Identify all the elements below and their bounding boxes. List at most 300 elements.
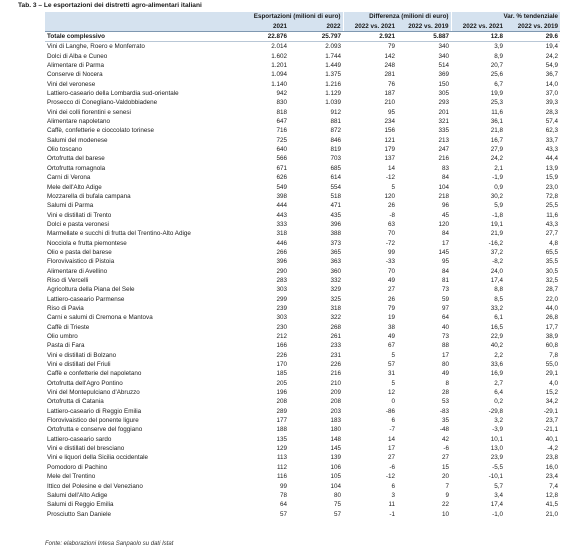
diff-2022-2021: 14 (343, 435, 397, 444)
value-2021: 1.140 (235, 80, 289, 89)
value-2021: 1.602 (271, 52, 287, 60)
diff-2022-2019: 40 (397, 323, 451, 332)
var-2022-2019: 17,7 (505, 323, 560, 332)
district-name: Ortofrutta del barese (45, 154, 235, 163)
var-2022-2021: -8,2 (492, 258, 504, 266)
diff-2022-2019: 84 (397, 229, 451, 238)
var-2022-2019: 23,4 (505, 472, 560, 481)
value-2021: 671 (276, 164, 287, 172)
diff-2022-2021: 137 (343, 154, 397, 163)
var-2022-2019: 62,3 (545, 127, 559, 135)
var-2022-2019: 4,0 (505, 379, 560, 388)
value-2021: 212 (276, 333, 287, 340)
value-2021: 57 (235, 510, 289, 519)
district-name: Prosciutto San Daniele (45, 510, 235, 519)
var-2022-2019: 44,4 (505, 154, 560, 163)
var-2022-2019: 7,8 (549, 351, 559, 359)
district-name: Lattiero-caseario di Reggio Emilia (47, 407, 142, 415)
value-2022: 210 (289, 379, 343, 388)
diff-2022-2019: 83 (442, 164, 450, 172)
header-2022: 2022 (289, 22, 343, 32)
table-row (45, 407, 560, 416)
table-row (45, 145, 560, 154)
var-2022-2021: 16,7 (451, 136, 505, 145)
value-2022: 325 (330, 295, 342, 303)
value-2022: 554 (330, 183, 342, 191)
var-2022-2019: 29,1 (545, 370, 559, 378)
var-2022-2021: 17,4 (490, 501, 504, 509)
diff-2022-2021: -33 (385, 258, 396, 266)
var-2022-2021: 25,3 (451, 98, 505, 107)
var-2022-2021: -1,8 (451, 211, 505, 220)
value-2022: 471 (330, 202, 342, 210)
var-2022-2019: 35,5 (545, 258, 559, 266)
var-2022-2021: 24,0 (451, 267, 505, 276)
var-2022-2019: 23,7 (505, 416, 560, 425)
value-2021: 549 (276, 183, 287, 191)
table-row (45, 98, 560, 107)
diff-2022-2021: 6 (391, 482, 396, 490)
value-2022: 145 (330, 445, 342, 453)
table-row (45, 444, 560, 453)
diff-2022-2021: 38 (343, 323, 397, 332)
value-2021: 398 (235, 192, 289, 201)
district-name: Caffè, confetterie e cioccolato torinese (47, 127, 154, 135)
table-row (45, 42, 560, 52)
var-2022-2021: -1,0 (451, 510, 505, 519)
var-2022-2021: 3,4 (451, 491, 505, 500)
var-2022-2021: 10,1 (451, 435, 505, 444)
total-2021: 22.876 (235, 32, 289, 42)
diff-2022-2019: 247 (438, 146, 450, 154)
table-row (45, 61, 560, 70)
table-row (45, 397, 560, 406)
value-2022: 881 (289, 117, 343, 126)
diff-2022-2019: 340 (438, 52, 450, 60)
value-2021: 283 (276, 276, 287, 284)
value-2021: 289 (276, 407, 287, 415)
diff-2022-2021: 179 (384, 146, 396, 154)
value-2022: 435 (289, 211, 343, 220)
value-2022: 80 (289, 491, 343, 500)
diff-2022-2019: 80 (397, 360, 451, 369)
var-2022-2021: 33,2 (451, 304, 505, 313)
diff-2022-2019: 73 (397, 285, 451, 294)
diff-2022-2021: 76 (343, 80, 397, 89)
var-2022-2021: 19,1 (490, 220, 504, 228)
var-2022-2019: 72,8 (505, 192, 560, 201)
var-2022-2021: 36,1 (451, 117, 505, 126)
value-2021: 64 (279, 501, 287, 509)
var-2022-2021: 23,9 (451, 453, 505, 462)
table-row (45, 257, 560, 266)
var-2022-2019: -29,1 (543, 407, 559, 415)
district-name: Ortofrutta dell'Agro Pontino (45, 379, 235, 388)
var-2022-2019: 14,0 (505, 80, 560, 89)
header-var-2022-2021: 2022 vs. 2021 (451, 22, 505, 32)
var-2022-2021: 21,8 (490, 127, 504, 135)
diff-2022-2019: 216 (397, 154, 451, 163)
value-2021: 185 (276, 370, 287, 378)
diff-2022-2019: 45 (397, 211, 451, 220)
var-2022-2019: 43,3 (545, 146, 559, 154)
table-row (45, 435, 560, 444)
diff-2022-2019: 369 (438, 71, 450, 79)
var-2022-2021: -29,8 (488, 407, 504, 415)
value-2021: 205 (235, 379, 289, 388)
diff-2022-2021: 79 (343, 42, 397, 52)
var-2022-2019: 13,9 (545, 164, 559, 172)
var-2022-2021: -16,2 (488, 239, 504, 247)
value-2022: 183 (289, 416, 343, 425)
var-2022-2019: 32,5 (545, 276, 559, 284)
table-row (45, 500, 560, 509)
var-2022-2021: 8,8 (451, 285, 505, 294)
value-2022: 318 (289, 304, 343, 313)
value-2021: 116 (235, 472, 289, 481)
value-2022: 360 (289, 267, 343, 276)
diff-2022-2021: 234 (343, 117, 397, 126)
district-name: Caffè e confetterie del napoletano (47, 370, 142, 378)
table-row (45, 136, 560, 145)
var-2022-2019: 28,7 (505, 285, 560, 294)
var-2022-2019: 4,8 (549, 239, 559, 247)
diff-2022-2019: 64 (442, 314, 450, 322)
diff-2022-2021: 57 (343, 360, 397, 369)
total-diff-2019: 5.887 (397, 32, 451, 42)
district-name: Mozzarella di bufala campana (45, 192, 235, 201)
var-2022-2021: -5,5 (492, 463, 504, 471)
diff-2022-2021: 5 (343, 379, 397, 388)
district-name: Agricoltura della Piana del Sele (45, 285, 235, 294)
diff-2022-2019: 95 (442, 258, 450, 266)
var-2022-2021: 0,9 (494, 183, 504, 191)
source-note: Fonte: elaborazioni Intesa Sanpaolo su dati Istat (45, 541, 174, 547)
district-name: Vini e distillati del Friuli (45, 360, 235, 369)
district-name: Ortofrutta romagnola (47, 164, 106, 172)
var-2022-2021: 21,9 (451, 229, 505, 238)
value-2022: 139 (289, 453, 343, 462)
district-name: Prosecco di Conegliano-Valdobbiadene (45, 98, 235, 107)
var-2022-2019: 33,7 (505, 136, 560, 145)
diff-2022-2021: -12 (343, 173, 397, 182)
value-2022: 872 (330, 127, 342, 135)
var-2022-2019: 22,0 (545, 295, 559, 303)
value-2021: 266 (235, 248, 289, 257)
district-name: Carni e salumi di Cremona e Mantova (47, 314, 153, 322)
var-2022-2021: 5,7 (494, 482, 504, 490)
district-name: Conserve di Nocera (47, 71, 103, 79)
var-2022-2019: 15,9 (505, 173, 560, 182)
diff-2022-2019: 321 (397, 117, 451, 126)
district-name: Alimentare di Parma (45, 61, 235, 70)
var-2022-2021: 13,0 (490, 445, 504, 453)
table-row (45, 332, 560, 341)
total-label: Totale complessivo (45, 32, 235, 42)
table-row (45, 220, 560, 229)
value-2021: 830 (235, 98, 289, 107)
value-2022: 226 (289, 360, 343, 369)
diff-2022-2019: 17 (442, 351, 450, 359)
diff-2022-2021: -72 (385, 239, 396, 247)
table-row (45, 164, 560, 173)
header-var-2022-2019: 2022 vs. 2019 (505, 22, 560, 32)
var-2022-2019: -4,2 (547, 445, 559, 453)
diff-2022-2021: 120 (343, 192, 397, 201)
total-var-2021: 12.8 (451, 32, 505, 42)
var-2022-2021: 16,9 (490, 370, 504, 378)
value-2022: 388 (289, 229, 343, 238)
value-2021: 303 (276, 314, 287, 322)
district-name: Vini e distillati di Trento (45, 211, 235, 220)
diff-2022-2019: -48 (439, 426, 450, 434)
table-row (45, 70, 560, 79)
value-2022: 614 (289, 173, 343, 182)
diff-2022-2019: 213 (397, 136, 451, 145)
value-2022: 208 (289, 397, 343, 406)
diff-2022-2019: 42 (397, 435, 451, 444)
diff-2022-2021: 49 (388, 333, 396, 340)
value-2021: 170 (235, 360, 289, 369)
value-2021: 208 (235, 397, 289, 406)
var-2022-2021: 6,7 (451, 80, 505, 89)
value-2022: 209 (330, 389, 342, 397)
diff-2022-2021: 156 (384, 127, 396, 135)
diff-2022-2021: 26 (388, 295, 396, 303)
value-2021: 566 (235, 154, 289, 163)
table-row (45, 295, 560, 304)
value-2022: 373 (330, 239, 342, 247)
value-2022: 363 (330, 258, 342, 266)
diff-2022-2019: 201 (438, 108, 450, 116)
district-name: Olio toscano (47, 146, 83, 154)
header-row-years (45, 22, 560, 32)
district-name: Lattiero-caseario Parmense (47, 295, 125, 303)
var-2022-2021: 27,9 (490, 146, 504, 154)
table-row (45, 89, 560, 98)
district-name: Ortofrutta di Catania (45, 397, 235, 406)
district-name: Lattiero-caseario della Lombardia sud-orientale (47, 90, 179, 98)
table-row (45, 276, 560, 285)
diff-2022-2019: 84 (397, 173, 451, 182)
value-2022: 148 (289, 435, 343, 444)
diff-2022-2021: 5 (391, 351, 396, 359)
diff-2022-2019: 305 (438, 90, 450, 98)
var-2022-2021: 40,2 (451, 341, 505, 350)
table-row (45, 351, 560, 360)
value-2021: 396 (276, 258, 287, 266)
diff-2022-2019: 49 (442, 370, 450, 378)
var-2022-2021: 0,2 (451, 397, 505, 406)
diff-2022-2021: 5 (391, 183, 396, 191)
diff-2022-2019: 35 (397, 416, 451, 425)
value-2021: 226 (276, 351, 287, 359)
value-2021: 716 (276, 127, 287, 135)
var-2022-2021: -1,9 (451, 173, 505, 182)
var-2022-2021: 19,9 (490, 90, 504, 98)
diff-2022-2019: -83 (439, 407, 450, 415)
diff-2022-2019: 97 (397, 304, 451, 313)
diff-2022-2021: 281 (384, 71, 396, 79)
table-row (45, 453, 560, 462)
table-row (45, 313, 560, 322)
diff-2022-2019: 514 (397, 61, 451, 70)
diff-2022-2021: 19 (388, 314, 396, 322)
diff-2022-2021: 26 (388, 202, 396, 210)
diff-2022-2021: 63 (388, 220, 396, 228)
var-2022-2019: 41,5 (545, 501, 559, 509)
diff-2022-2019: 120 (438, 220, 450, 228)
var-2022-2021: 16,5 (451, 323, 505, 332)
table-row (45, 341, 560, 350)
value-2021: 113 (235, 453, 289, 462)
district-name: Vini e distillati del bresciano (47, 445, 125, 453)
diff-2022-2021: 142 (384, 52, 396, 60)
var-2022-2021: -3,9 (492, 426, 504, 434)
header-empty (45, 12, 235, 22)
table-row (45, 173, 560, 182)
value-2022: 203 (330, 407, 342, 415)
value-2022: 819 (330, 146, 342, 154)
table-row (45, 201, 560, 210)
header-diff-2022-2021: 2022 vs. 2021 (343, 22, 397, 32)
var-2022-2021: 6,1 (494, 314, 504, 322)
value-2022: 180 (330, 426, 342, 434)
table-row (45, 482, 560, 491)
var-2022-2021: 2,2 (494, 351, 504, 359)
var-2022-2021: 8,9 (494, 52, 504, 60)
district-name: Dolci e pasta veronesi (47, 220, 109, 228)
var-2022-2019: 65,5 (505, 248, 560, 257)
value-2022: 1.129 (325, 90, 342, 98)
value-2021: 177 (235, 416, 289, 425)
district-name: Lattiero-caseario sardo (45, 435, 235, 444)
value-2022: 365 (289, 248, 343, 257)
diff-2022-2021: 3 (343, 491, 397, 500)
diff-2022-2019: 340 (397, 42, 451, 52)
diff-2022-2019: 145 (397, 248, 451, 257)
header-empty-2 (45, 22, 235, 32)
var-2022-2019: 34,2 (505, 397, 560, 406)
value-2021: 446 (276, 239, 287, 247)
var-2022-2021: -10,1 (451, 472, 505, 481)
table-row (45, 472, 560, 481)
diff-2022-2021: -12 (343, 472, 397, 481)
diff-2022-2021: 14 (388, 164, 396, 172)
diff-2022-2021: 248 (343, 61, 397, 70)
var-2022-2021: 24,2 (451, 154, 505, 163)
header-group-var: Var. % tendenziale (451, 12, 560, 22)
diff-2022-2019: 96 (442, 202, 450, 210)
district-name: Marmellate e succhi di frutta del Trentino-Alto Adige (45, 229, 235, 238)
var-2022-2019: 37,0 (545, 90, 559, 98)
table-row (45, 463, 560, 472)
var-2022-2019: 24,2 (545, 52, 559, 60)
var-2022-2019: 57,4 (505, 117, 560, 126)
total-var-2019: 29.6 (505, 32, 560, 42)
value-2022: 268 (289, 323, 343, 332)
value-2021: 290 (235, 267, 289, 276)
diff-2022-2019: 17 (442, 239, 450, 247)
value-2022: 396 (330, 220, 342, 228)
diff-2022-2021: 12 (388, 389, 396, 397)
diff-2022-2021: 70 (343, 267, 397, 276)
value-2021: 444 (276, 202, 287, 210)
district-name: Vini e liquori della Sicilia occidentale (45, 453, 235, 462)
district-name: Vini e distillati di Bolzano (47, 351, 117, 359)
diff-2022-2021: -1 (343, 510, 397, 519)
var-2022-2019: 28,3 (545, 108, 559, 116)
var-2022-2019: 25,5 (545, 202, 559, 210)
diff-2022-2019: 81 (442, 276, 450, 284)
value-2022: 1.039 (289, 98, 343, 107)
table-row (45, 229, 560, 238)
total-row (45, 32, 560, 42)
table-row (45, 239, 560, 248)
district-name: Olio e pasta del barese (45, 248, 235, 257)
district-name: Salumi di Parma (47, 202, 94, 210)
var-2022-2021: 3,2 (451, 416, 505, 425)
table-row (45, 52, 560, 61)
value-2021: 299 (276, 295, 287, 303)
var-2022-2021: 25,6 (490, 71, 504, 79)
district-name: Salumi dell'Alto Adige (45, 491, 235, 500)
diff-2022-2021: 0 (343, 397, 397, 406)
table-row (45, 323, 560, 332)
var-2022-2021: 5,9 (494, 202, 504, 210)
value-2022: 846 (289, 136, 343, 145)
district-name: Alimentare napoletano (45, 117, 235, 126)
total-2022: 25.797 (289, 32, 343, 42)
value-2022: 1.449 (289, 61, 343, 70)
var-2022-2021: 8,5 (494, 295, 504, 303)
var-2022-2019: 54,9 (505, 61, 560, 70)
var-2022-2021: 17,4 (490, 276, 504, 284)
value-2022: 518 (289, 192, 343, 201)
diff-2022-2019: 20 (397, 472, 451, 481)
diff-2022-2021: 70 (343, 229, 397, 238)
var-2022-2021: 6,4 (494, 389, 504, 397)
value-2021: 725 (235, 136, 289, 145)
value-2021: 196 (276, 389, 287, 397)
var-2022-2021: 22,9 (490, 333, 504, 340)
value-2021: 99 (279, 482, 287, 490)
district-name: Riso di Pavia (45, 304, 235, 313)
diff-2022-2019: -6 (443, 445, 450, 453)
value-2022: 233 (289, 341, 343, 350)
district-name: Vini dei colli fiorentini e senesi (47, 108, 131, 116)
district-name: Olio umbro (47, 333, 78, 340)
diff-2022-2021: 27 (343, 285, 397, 294)
diff-2022-2019: 104 (438, 183, 450, 191)
var-2022-2021: 30,2 (451, 192, 505, 201)
value-2021: 78 (235, 491, 289, 500)
var-2022-2019: 15,2 (545, 389, 559, 397)
diff-2022-2019: 293 (397, 98, 451, 107)
table-row (45, 80, 560, 89)
value-2022: 216 (330, 370, 342, 378)
var-2022-2019: 39,3 (505, 98, 560, 107)
value-2022: 329 (289, 285, 343, 294)
var-2022-2021: 37,2 (451, 248, 505, 257)
var-2022-2019: 11,6 (505, 211, 560, 220)
header-group-diff: Differenza (milioni di euro) (343, 12, 451, 22)
var-2022-2019: 16,0 (545, 463, 559, 471)
value-2021: 166 (235, 341, 289, 350)
diff-2022-2021: 49 (388, 276, 396, 284)
value-2022: 2.093 (289, 42, 343, 52)
value-2022: 261 (330, 333, 342, 340)
